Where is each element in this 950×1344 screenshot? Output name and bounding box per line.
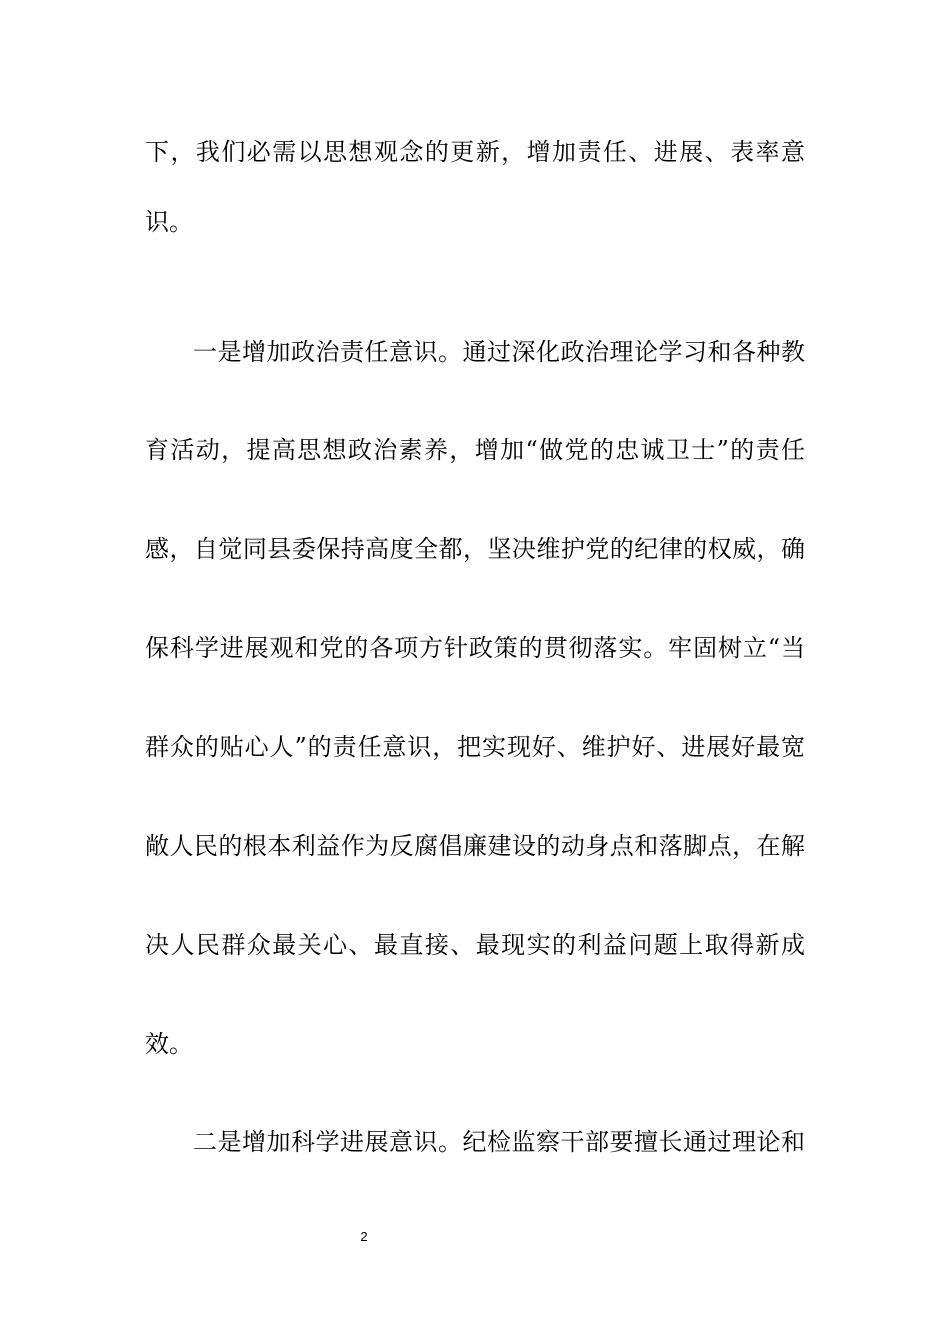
text-line: 感，自觉同县委保持高度全都，坚决维护党的纪律的权威，确 xyxy=(145,535,805,563)
text-line: 决人民群众最关心、最直接、最现实的利益问题上取得新成 xyxy=(145,931,805,959)
text-line: 群众的贴心人”的责任意识，把实现好、维护好、进展好最宽 xyxy=(145,733,805,761)
text-line: 下，我们必需以思想观念的更新，增加责任、进展、表率意 xyxy=(145,138,805,166)
text-line: 效。 xyxy=(145,1030,193,1058)
text-line: 识。 xyxy=(145,208,193,236)
page-number: 2 xyxy=(360,1229,368,1244)
text-line: 敞人民的根本利益作为反腐倡廉建设的动身点和落脚点，在解 xyxy=(145,832,805,860)
text-line: 育活动，提高思想政治素养，增加“做党的忠诚卫士”的责任 xyxy=(145,436,805,464)
paragraph-first-line: 一是增加政治责任意识。通过深化政治理论学习和各种教 xyxy=(193,338,805,366)
text-line: 保科学进展观和党的各项方针政策的贯彻落实。牢固树立“当 xyxy=(145,634,805,662)
paragraph-first-line: 二是增加科学进展意识。纪检监察干部要擅长通过理论和 xyxy=(193,1128,805,1156)
